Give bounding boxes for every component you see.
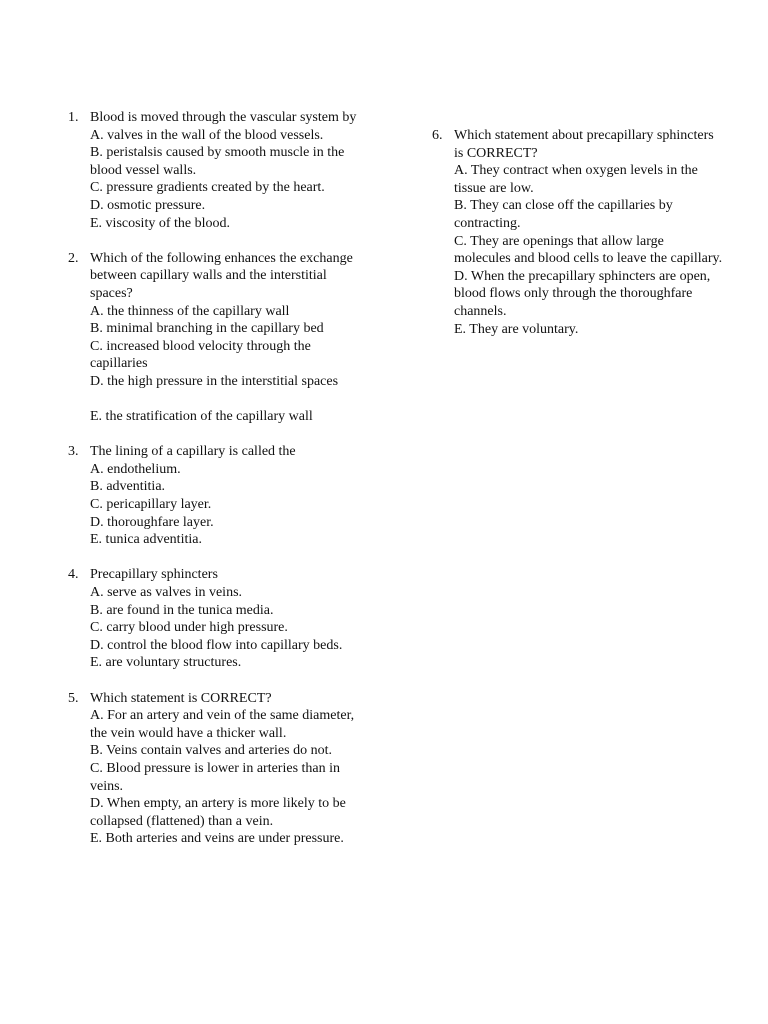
answer-option-b: B. peristalsis caused by smooth muscle in the blood vessel walls. bbox=[90, 145, 345, 178]
answer-option-d: D. osmotic pressure. bbox=[90, 197, 206, 213]
question-number: 3. bbox=[68, 444, 79, 460]
question-text: Which of the following enhances the exchange between capillary walls and the interstitial spaces? bbox=[90, 250, 353, 301]
answer-option-a: A. endothelium. bbox=[90, 461, 181, 477]
answer-option-d: D. the high pressure in the interstitial spaces bbox=[90, 373, 339, 389]
question-2 bbox=[60, 250, 370, 426]
question-text: Precapillary sphincters bbox=[90, 567, 218, 583]
answer-option-e: E. the stratification of the capillary wall bbox=[90, 409, 313, 425]
answer-option-a: A. the thinness of the capillary wall bbox=[90, 303, 290, 319]
question-5 bbox=[60, 690, 370, 848]
question-text: Blood is moved through the vascular system by bbox=[90, 110, 357, 125]
answer-option-a: A. For an artery and vein of the same diameter, the vein would have a thicker wall. bbox=[90, 708, 355, 741]
question-text: The lining of a capillary is called the bbox=[90, 444, 296, 460]
question-6 bbox=[424, 127, 724, 338]
answer-option-e: E. viscosity of the blood. bbox=[90, 215, 230, 231]
question-1 bbox=[60, 109, 370, 232]
answer-option-a: A. valves in the wall of the blood vessels. bbox=[90, 127, 324, 143]
question-text: Which statement is CORRECT? bbox=[90, 690, 272, 706]
right-column bbox=[424, 127, 724, 356]
answer-option-e: E. Both arteries and veins are under pressure. bbox=[90, 831, 344, 847]
answer-option-a: A. They contract when oxygen levels in the tissue are low. bbox=[454, 163, 698, 196]
answer-option-e: E. are voluntary structures. bbox=[90, 655, 242, 671]
answer-option-e: E. tunica adventitia. bbox=[90, 532, 202, 548]
question-text: Which statement about precapillary sphincters is CORRECT? bbox=[454, 128, 714, 161]
question-3 bbox=[60, 443, 370, 549]
left-column bbox=[60, 109, 370, 866]
answer-option-a: A. serve as valves in veins. bbox=[90, 585, 243, 601]
answer-option-c: C. increased blood velocity through the capillaries bbox=[90, 338, 311, 372]
question-number: 4. bbox=[68, 567, 79, 583]
answer-option-b: B. minimal branching in the capillary bed bbox=[90, 321, 324, 337]
answer-option-e: E. They are voluntary. bbox=[454, 321, 579, 337]
question-number: 5. bbox=[68, 690, 79, 706]
answer-option-d: D. thoroughfare layer. bbox=[90, 514, 214, 530]
answer-option-b: B. They can close off the capillaries by contracting. bbox=[454, 198, 673, 231]
question-number: 1. bbox=[68, 110, 79, 125]
question-number: 2. bbox=[68, 250, 79, 266]
answer-option-d: D. When the precapillary sphincters are open, blood flows only through the thoroughfare channels. bbox=[454, 268, 711, 319]
answer-option-c: C. They are openings that allow large molecules and blood cells to leave the capillary. bbox=[454, 233, 723, 267]
answer-option-b: B. Veins contain valves and arteries do not. bbox=[90, 743, 332, 759]
question-number: 6. bbox=[432, 128, 443, 143]
answer-option-c: C. Blood pressure is lower in arteries than in veins. bbox=[90, 760, 341, 794]
answer-option-c: C. carry blood under high pressure. bbox=[90, 620, 288, 636]
answer-option-c: C. pericapillary layer. bbox=[90, 497, 212, 513]
answer-option-b: B. adventitia. bbox=[90, 479, 166, 495]
question-4 bbox=[60, 566, 370, 672]
answer-option-b: B. are found in the tunica media. bbox=[90, 602, 274, 618]
answer-option-c: C. pressure gradients created by the heart. bbox=[90, 180, 325, 196]
answer-option-d: D. control the blood flow into capillary beds. bbox=[90, 637, 343, 653]
answer-option-d: D. When empty, an artery is more likely to be collapsed (flattened) than a vein. bbox=[90, 796, 346, 829]
